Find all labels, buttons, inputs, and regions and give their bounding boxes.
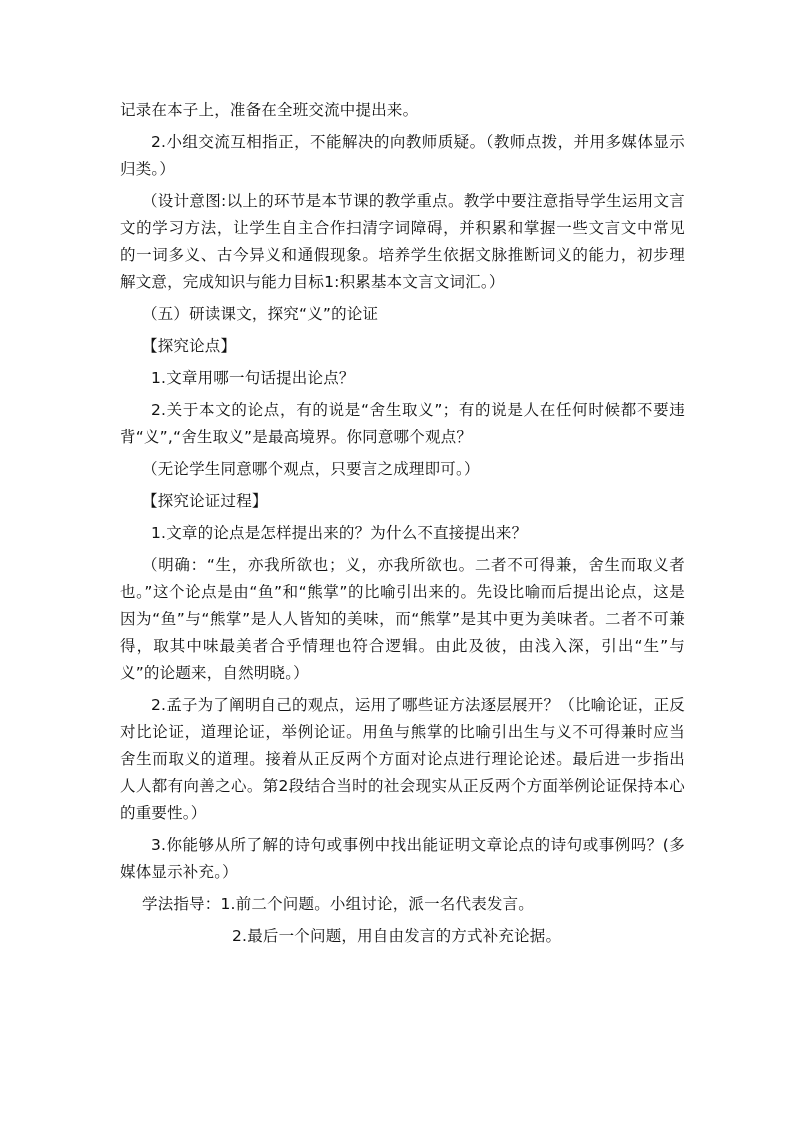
document-body [120,97,685,955]
question-argument-methods: 2.孟子为了阐明自己的观点，运用了哪些证方法逐层展开？（比喻论证，正反对比论证，道理论证，举例论证。用鱼与熊掌的比喻引出生与义不可得兼时应当舍生而取义的道理。接着从正反两个方面对论点进行理论论述。最后进一步指出人人都有向善之心。第2段结合当时的社会现实从正反两个方面举例论证保持本心的重要性。） [120,696,685,822]
section-heading-argument: （五）研读课文，探究“义”的论证 [142,305,379,323]
question-thesis-sentence: 1.文章用哪一句话提出论点？ [151,369,355,387]
question-supporting-examples: 3.你能够从所了解的诗句或事例中找出能证明文章论点的诗句或事例吗？(多媒体显示补充。） [120,836,685,881]
study-guidance-line-1: 学法指导：1.前二个问题。小组讨论，派一名代表发言。 [142,895,534,913]
paragraph-record-notes: 记录在本子上，准备在全班交流中提出来。 [120,101,419,119]
answer-thesis-introduction: （明确：“生，亦我所欲也；义，亦我所欲也。二者不可得兼，舍生而取义者也。”这个论点是由“鱼”和“熊掌”的比喻引出来的。先设比喻而后提出论点，这是因为“鱼”与“熊掌”是人人皆知的美味，而“熊掌”是其中更为美味者。二者不可兼得，取其中味最美者合乎情理也符合逻辑。由此及彼，由浅入深，引出“生”与义”的论题来，自然明晓。） [120,556,685,682]
paragraph-group-exchange: 2.小组交流互相指正，不能解决的向教师质疑。（教师点拨，并用多媒体显示归类。） [120,133,685,178]
paragraph-design-intent: （设计意图:以上的环节是本节课的教学重点。教学中要注意指导学生运用文言文的学习方法，让学生自主合作扫清字词障碍，并积累和掌握一些文言文中常见的一词多义、古今异义和通假现象。培养学生依据文脉推断词义的能力，初步理解文意，完成知识与能力目标1:积累基本文言文词汇。） [120,192,685,291]
subheading-explore-argument-process: 【探究论证过程】 [142,492,268,510]
subheading-explore-thesis: 【探究论点】 [142,337,237,355]
study-guidance-line-2: 2.最后一个问题，用自由发言的方式补充论据。 [232,927,562,945]
question-how-thesis-introduced: 1.文章的论点是怎样提出来的？为什么不直接提出来？ [151,524,528,542]
note-any-reasonable-answer: （无论学生同意哪个观点，只要言之成理即可。） [142,460,480,478]
question-thesis-opinion: 2.关于本文的论点，有的说是“舍生取义”；有的说是人在任何时候都不要违背“义”,“舍生取义”是最高境界。你同意哪个观点？ [120,401,685,446]
